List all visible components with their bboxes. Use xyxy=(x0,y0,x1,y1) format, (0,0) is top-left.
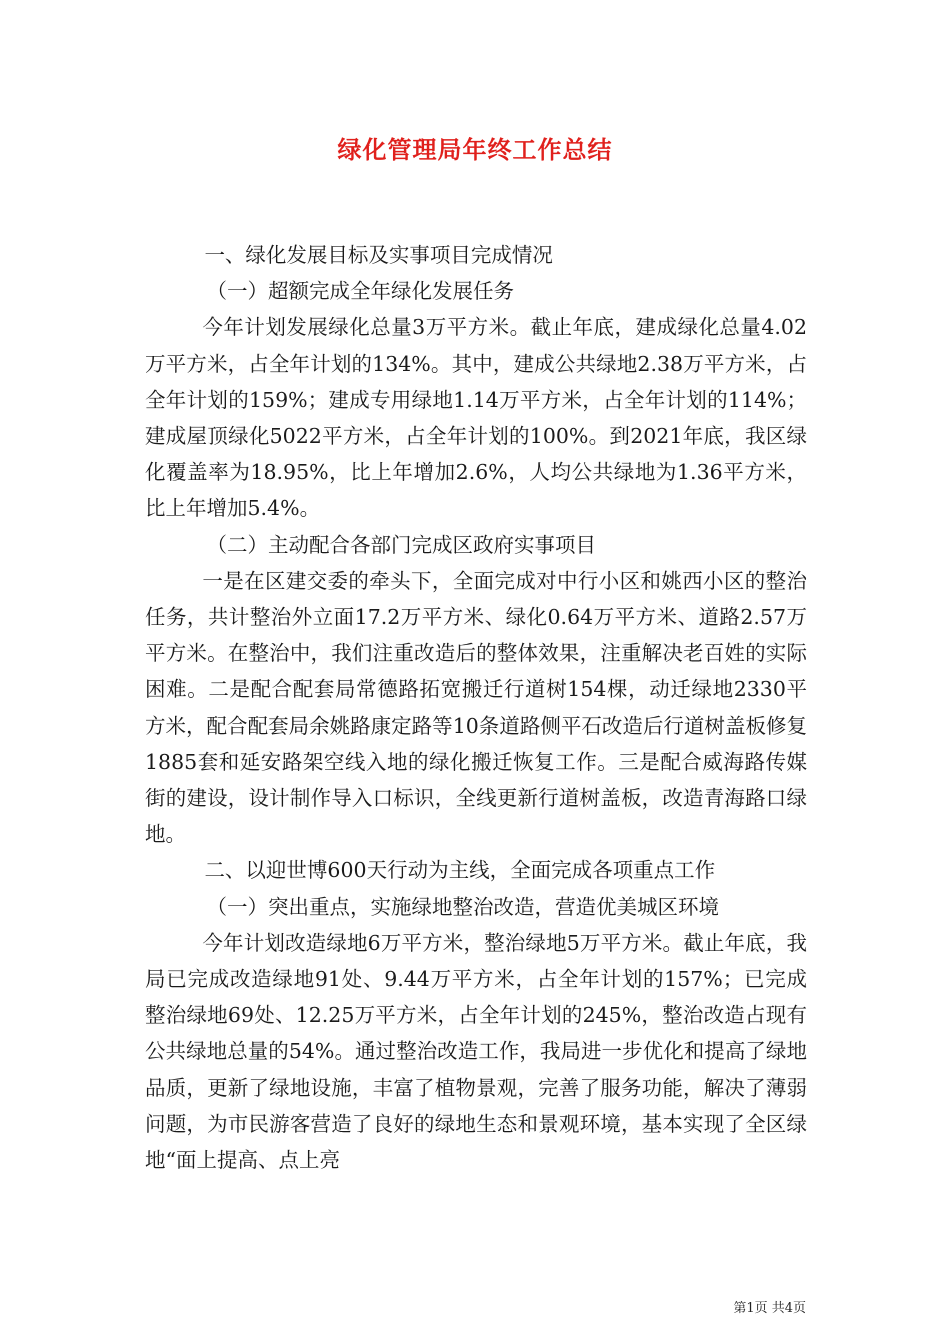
subsection-heading-1-1: （一）超额完成全年绿化发展任务 xyxy=(206,279,514,304)
subsection-heading-2-1: （一）突出重点，实施绿地整治改造，营造优美城区环境 xyxy=(206,894,719,919)
body-paragraph: 今年计划发展绿化总量3万平方米。截止年底，建成绿化总量4.02万平方米，占全年计划的134%。其中，建成公共绿地2.38万平方米，占全年计划的159%；建成专用绿地1.14万平方米，占全年计划的114%；建成屋顶绿化5022平方米，占全年计划的100%。到2021年底，我区绿化覆盖率为18.95%，比上年增加2.6%，人均公共绿地为1.36平方米，比上年增加5.4%。 xyxy=(145,315,807,521)
body-paragraph: 今年计划改造绿地6万平方米，整治绿地5万平方米。截止年底，我局已完成改造绿地91处、9.44万平方米，占全年计划的157%；已完成整治绿地69处、12.25万平方米，占全年计划的245%，整治改造占现有公共绿地总量的54%。通过整治改造工作，我局进一步优化和提高了绿地品质，更新了绿地设施，丰富了植物景观，完善了服务功能，解决了薄弱问题，为市民游客营造了良好的绿地生态和景观环境，基本实现了全区绿地“面上提高、点上亮 xyxy=(145,930,807,1173)
page-number-footer: 第1页 共4页 xyxy=(733,1301,806,1316)
document-title: 绿化管理局年终工作总结 xyxy=(337,136,613,164)
section-heading-1: 一、绿化发展目标及实事项目完成情况 xyxy=(204,243,553,267)
subsection-heading-1-2: （二）主动配合各部门完成区政府实事项目 xyxy=(206,532,596,557)
document-body xyxy=(145,237,807,1178)
body-paragraph: 一是在区建交委的牵头下，全面完成对中行小区和姚西小区的整治任务，共计整治外立面17.2万平方米、绿化0.64万平方米、道路2.57万平方米。在整治中，我们注重改造后的整体效果，注重解决老百姓的实际困难。二是配合配套局常德路拓宽搬迁行道树154棵，动迁绿地2330平方米，配合配套局余姚路康定路等10条道路侧平石改造后行道树盖板修复1885套和延安路架空线入地的绿化搬迁恢复工作。三是配合威海路传媒街的建设，设计制作导入口标识，全线更新行道树盖板，改造青海路口绿地。 xyxy=(145,568,807,847)
section-heading-2: 二、以迎世博600天行动为主线，全面完成各项重点工作 xyxy=(204,858,716,883)
